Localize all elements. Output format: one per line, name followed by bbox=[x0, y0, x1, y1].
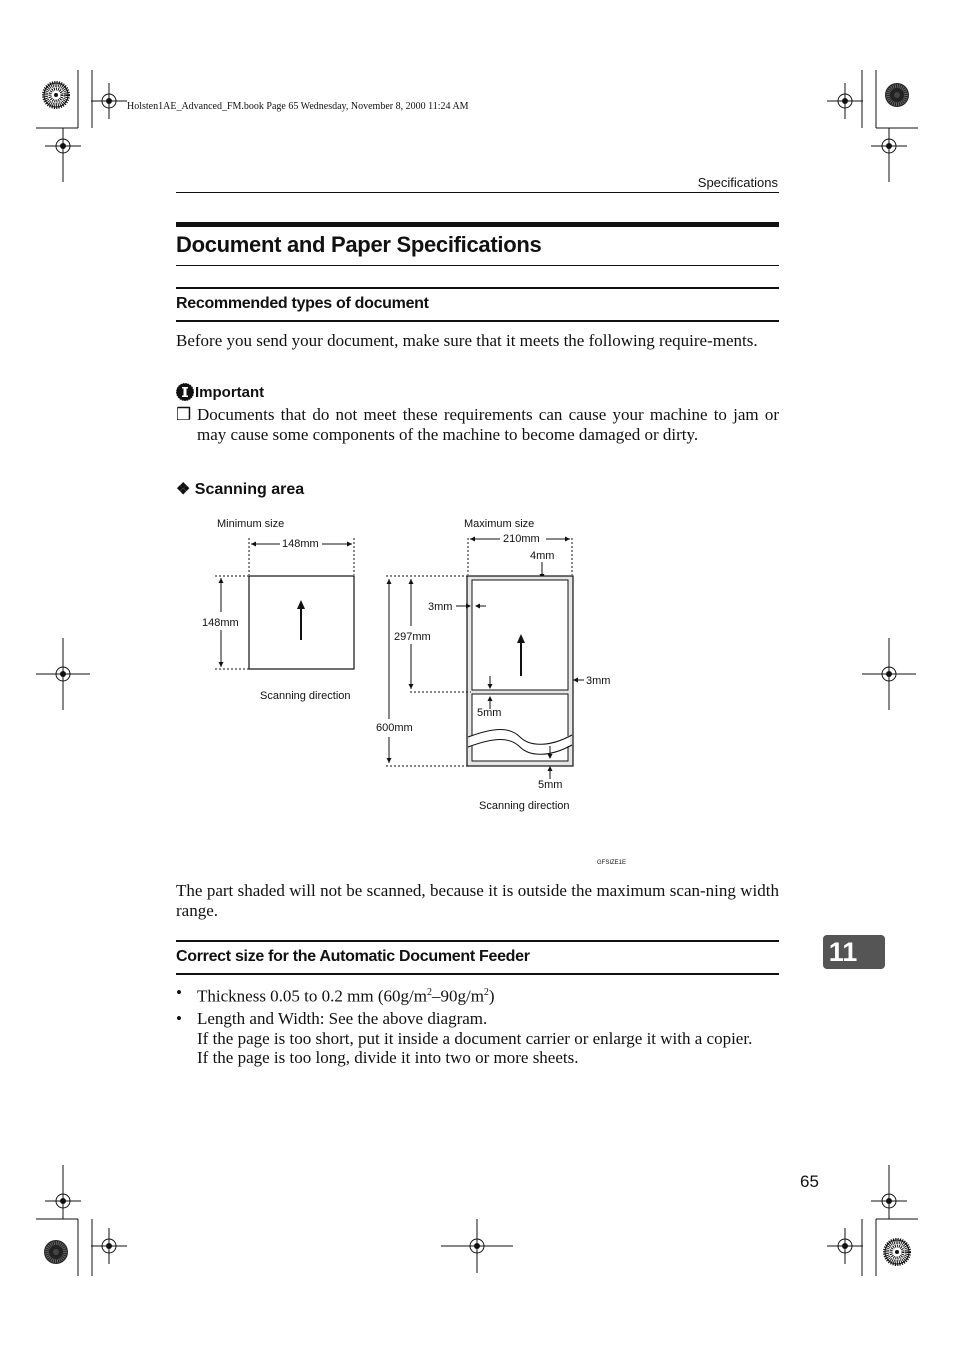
bullet-icon: • bbox=[176, 983, 182, 1002]
length-item bbox=[197, 1009, 779, 1068]
running-header: Specifications bbox=[697, 175, 778, 190]
min-size-title: Minimum size bbox=[217, 518, 285, 530]
left-margin-label: 3mm bbox=[428, 601, 453, 613]
page-title: Document and Paper Specifications bbox=[176, 232, 542, 257]
chapter-number: 11 bbox=[828, 937, 858, 967]
figure-code: GFSIZE1E bbox=[597, 860, 627, 866]
intro-paragraph: Before you send your document, make sure that it meets the following require-ments. bbox=[176, 331, 758, 350]
important-label: Important bbox=[195, 383, 265, 401]
print-info: Holsten1AE_Advanced_FM.book Page 65 Wednesday, November 8, 2000 11:24 AM bbox=[127, 101, 469, 112]
important-text: Documents that do not meet these requirements can cause your machine to jam or may cause some components of the machine to become damaged or dirty. bbox=[197, 405, 779, 444]
top-margin-label: 4mm bbox=[530, 550, 555, 562]
right-margin-label: 3mm bbox=[586, 675, 611, 687]
section-heading-adf: Correct size for the Automatic Document Feeder bbox=[176, 948, 530, 965]
section-rule bbox=[176, 973, 779, 975]
max-width-label: 210mm bbox=[503, 533, 540, 545]
checkbox-icon: ❒ bbox=[176, 405, 192, 424]
length-line-1: Length and Width: See the above diagram. bbox=[197, 1009, 488, 1028]
max-height-label: 297mm bbox=[394, 631, 431, 643]
page-number: 65 bbox=[800, 1172, 819, 1191]
shaded-note: The part shaded will not be scanned, because it is outside the maximum scan-ning width range. bbox=[176, 881, 779, 920]
mid-margin-label: 5mm bbox=[477, 707, 502, 719]
section-rule bbox=[176, 940, 779, 942]
long-height-label: 600mm bbox=[376, 722, 413, 734]
scan-area-lower bbox=[472, 694, 568, 761]
length-line-3: If the page is too long, divide it into two or more sheets. bbox=[197, 1048, 579, 1067]
scanning-area-heading: ❖ Scanning area bbox=[176, 481, 305, 498]
min-height-label: 148mm bbox=[202, 617, 239, 629]
max-scan-direction: Scanning direction bbox=[479, 800, 570, 812]
section-heading-recommended: Recommended types of document bbox=[176, 295, 429, 312]
bullet-icon: • bbox=[176, 1009, 182, 1028]
max-size-title: Maximum size bbox=[464, 518, 535, 530]
min-scan-direction: Scanning direction bbox=[260, 690, 351, 702]
length-line-2: If the page is too short, put it inside a document carrier or enlarge it with a copier. bbox=[197, 1028, 753, 1048]
min-width-label: 148mm bbox=[282, 538, 319, 550]
bottom-margin-label: 5mm bbox=[538, 779, 563, 791]
thickness-item: Thickness 0.05 to 0.2 mm $(60g/m^2-90g/m^2)$ bbox=[197, 986, 495, 1006]
